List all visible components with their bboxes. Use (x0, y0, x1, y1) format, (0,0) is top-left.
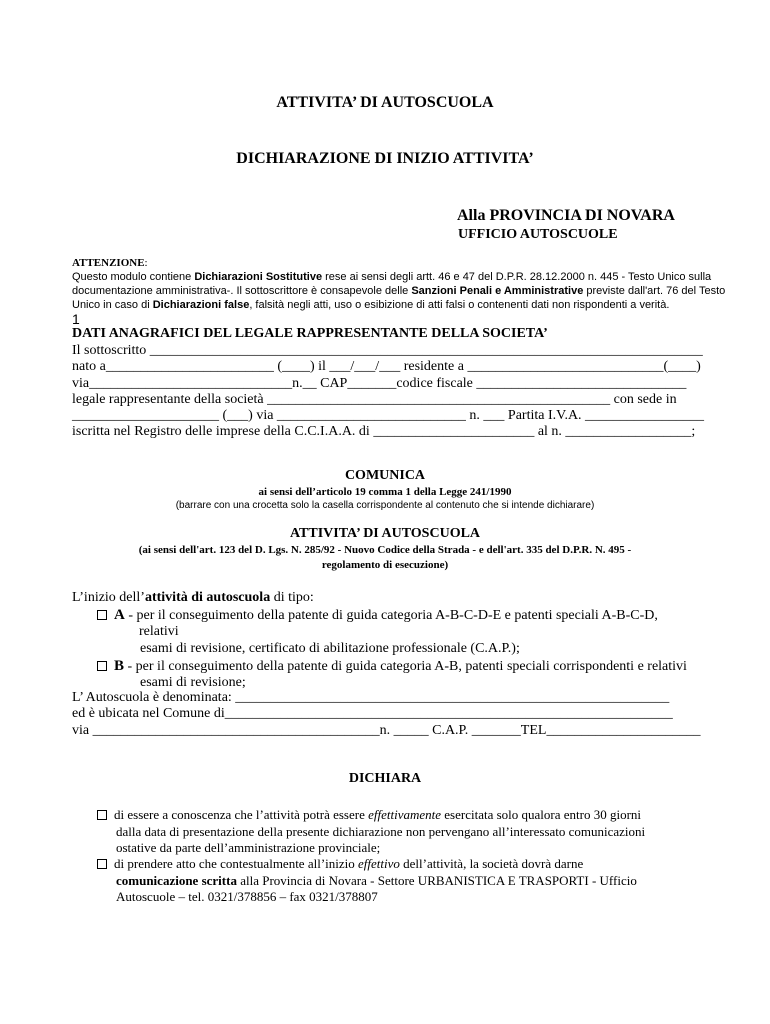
option-b-text: - per il conseguimento della patente di guida categoria A-B, patenti speciali corrispondenti e relativi (124, 659, 687, 674)
attention-line-1: Questo modulo contiene Dichiarazioni Sostitutive rese ai sensi degli artt. 46 e 47 del D.P.R. 28.12.2000 n. 445 - Testo Unico sulla (72, 271, 712, 283)
declaration-2-line3: Autoscuole – tel. 0321/378856 – fax 0321/378807 (116, 889, 378, 904)
attention-block: ATTENZIONE: Questo modulo contiene Dichiarazioni Sostitutive rese ai sensi degli artt. 46 e 47 del D.P.R. 28.12.2000 n. 445 - Testo Unico sulla documentazione amministrativa-. Il sottoscrittore è consapevole delle Sanzioni Penali e Amministrative previste dall'art. 76 del Testo Unico in caso di Dichiarazioni false, falsità negli atti, uso o esibizione di atti falsi o contenenti dati non rispondenti a verità. (72, 257, 726, 311)
field-school-address[interactable]: via _________________________________________n. _____ C.A.P. _______TEL______________________ (72, 722, 701, 738)
attention-line-3: Unico in caso di Dichiarazioni false, falsità negli atti, uso o esibizione di atti falsi o contenenti dati non rispondenti a verità. (72, 299, 670, 311)
option-a-line2: relativi (139, 624, 179, 639)
field-signatory[interactable]: Il sottoscritto _______________________________________________________________________________ (72, 343, 703, 358)
section-number: 1 (72, 311, 80, 327)
recipient-line1: Alla PROVINCIA DI NOVARA (457, 207, 675, 224)
attention-line-2: documentazione amministrativa-. Il sottoscrittore è consapevole delle Sanzioni Penali e Amministrative previste dall'art. 76 del Testo (72, 285, 726, 297)
checkbox-b[interactable] (97, 661, 107, 671)
declaration-1-line2: dalla data di presentazione della presente dichiarazione non pervengano all’interessato comunicazioni (116, 823, 646, 839)
activity-heading: ATTIVITA’ DI AUTOSCUOLA (289, 526, 481, 541)
field-address-tax-code[interactable]: via_____________________________n.__ CAP_______codice fiscale ______________________________ (72, 375, 687, 391)
comunica-legal-ref: ai sensi dell’articolo 19 comma 1 della Legge 241/1990 (258, 486, 512, 498)
declaration-1-line1: di essere a conoscenza che l’attività potrà essere effettivamente esercitata solo qualora entro 30 giorni (97, 807, 645, 824)
activity-legal-ref-2: regolamento di esecuzione) (321, 559, 449, 571)
field-company-address-vat[interactable]: _____________________ (___) via ___________________________ n. ___ Partita I.V.A. _________________ (72, 408, 705, 424)
activity-start-line: L’inizio dell’attività di autoscuola di tipo: (72, 590, 314, 605)
option-b-line2: esami di revisione; (140, 675, 246, 690)
declaration-item-2[interactable] (97, 856, 637, 906)
dichiara-heading: DICHIARA (348, 771, 422, 786)
option-b-letter: B (114, 658, 125, 674)
comunica-note: (barrare con una crocetta solo la casella corrispondente al contenuto che si intende dichiarare) (175, 500, 595, 511)
attention-heading: ATTENZIONE (72, 257, 145, 269)
school-form (72, 690, 700, 739)
field-registry[interactable]: iscritta nel Registro delle imprese della C.C.I.A.A. di _______________________ al n. __________________; (72, 424, 696, 440)
field-school-city[interactable]: ed è ubicata nel Comune di________________________________________________________________ (72, 706, 673, 722)
field-company[interactable]: legale rappresentante della società _________________________________________________ con sede in (72, 391, 677, 407)
comunica-heading: COMUNICA (344, 468, 426, 483)
document-subtitle: DICHIARAZIONE DI INIZIO ATTIVITA’ (236, 150, 534, 167)
personal-data-form (72, 343, 704, 441)
checkbox-a[interactable] (97, 610, 107, 620)
recipient-line2: UFFICIO AUTOSCUOLE (458, 227, 618, 242)
option-a[interactable] (97, 607, 658, 624)
activity-legal-ref-1: (ai sensi dell'art. 123 del D. Lgs. N. 285/92 - Nuovo Codice della Strada - e dell'art. 335 del D.P.R. N. 495 - (138, 544, 632, 556)
option-a-text: - per il conseguimento della patente di guida categoria A-B-C-D-E e patenti speciali A-B-C-D, (124, 608, 658, 623)
declaration-2-line2: comunicazione scritta alla Provincia di Novara - Settore URBANISTICA E TRASPORTI - Ufficio (116, 872, 637, 888)
checkbox-declaration-1[interactable] (97, 810, 107, 820)
document-title: ATTIVITA’ DI AUTOSCUOLA (276, 94, 494, 111)
option-a-line3: esami di revisione, certificato di abilitazione professionale (C.A.P.); (140, 641, 520, 656)
section1-heading: DATI ANAGRAFICI DEL LEGALE RAPPRESENTANTE DELLA SOCIETA’ (72, 326, 548, 341)
field-school-name[interactable]: L’ Autoscuola è denominata: ______________________________________________________________ (72, 690, 670, 705)
option-a-letter: A (114, 607, 125, 623)
declaration-item-1[interactable] (97, 807, 645, 857)
field-birth-residence[interactable]: nato a________________________ (____) il ___/___/___ residente a ____________________________(____) (72, 359, 701, 375)
declaration-2-line1: di prendere atto che contestualmente all’inizio effettivo dell’attività, la società dovrà darne (97, 856, 637, 873)
checkbox-declaration-2[interactable] (97, 859, 107, 869)
option-b[interactable] (97, 658, 687, 675)
declaration-1-line3: ostative da parte dell’amministrazione provinciale; (116, 840, 381, 855)
